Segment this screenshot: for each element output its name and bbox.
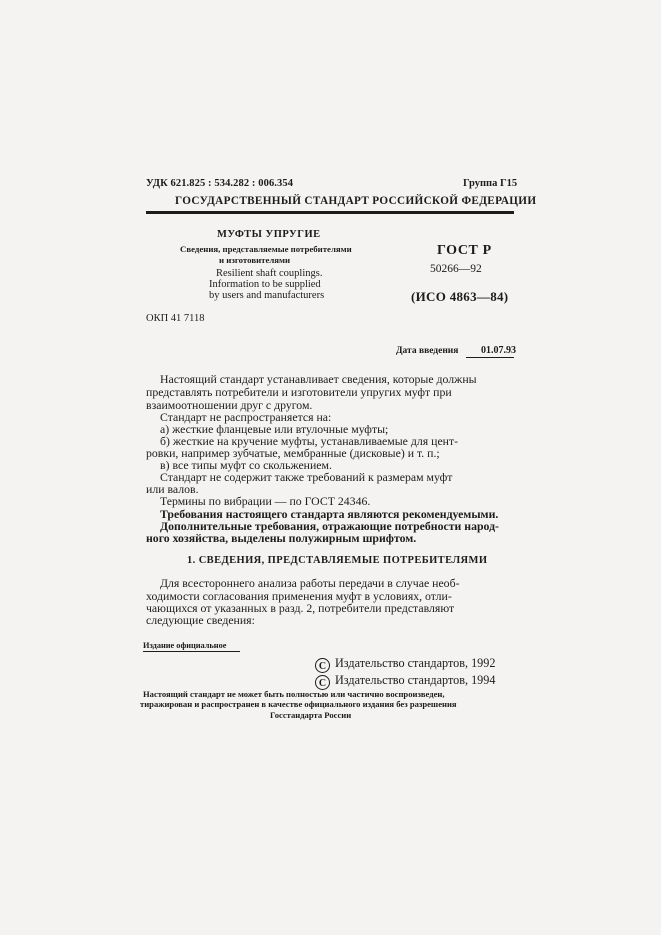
copyright-line bbox=[315, 673, 495, 690]
body-line-bold: ного хозяйства, выделены полужирным шрифтом. bbox=[146, 531, 417, 545]
document-title: МУФТЫ УПРУГИЕ bbox=[217, 229, 321, 240]
udk-code: УДК 621.825 : 534.282 : 006.354 bbox=[146, 178, 294, 189]
body-line: б) жесткие на кручение муфты, устанавливаемые для цент- bbox=[160, 434, 459, 448]
section-line: чающихся от указанных в разд. 2, потребители представляют bbox=[146, 601, 455, 615]
edition-label: Издание официальное bbox=[143, 641, 227, 650]
body-line: Термины по вибрации — по ГОСТ 24346. bbox=[160, 494, 371, 508]
english-title-line: Information to be supplied bbox=[209, 279, 321, 290]
body-line-bold: Требования настоящего стандарта являются рекомендуемыми. bbox=[160, 507, 499, 521]
section-heading: 1. СВЕДЕНИЯ, ПРЕДСТАВЛЯЕМЫЕ ПОТРЕБИТЕЛЯМИ bbox=[187, 555, 488, 566]
date-value: 01.07.93 bbox=[481, 345, 516, 356]
english-title-line: Resilient shaft couplings. bbox=[216, 268, 323, 279]
body-line: Стандарт не распространяется на: bbox=[160, 410, 332, 424]
okp-code: ОКП 41 7118 bbox=[146, 313, 205, 324]
date-label: Дата введения bbox=[396, 346, 459, 356]
body-line: Настоящий стандарт устанавливает сведения, которые должны bbox=[160, 372, 477, 386]
section-line: ходимости согласования применения муфт в условиях, отли- bbox=[146, 589, 452, 603]
body-line: Стандарт не содержит также требований к размерам муфт bbox=[160, 470, 453, 484]
section-line: Для всестороннего анализа работы передачи в случае необ- bbox=[160, 576, 460, 590]
group-code: Группа Г15 bbox=[463, 178, 518, 189]
english-title-line: by users and manufacturers bbox=[209, 290, 325, 301]
gost-number: 50266—92 bbox=[430, 263, 482, 275]
body-line: в) все типы муфт со скольжением. bbox=[160, 458, 332, 472]
body-line-bold: Дополнительные требования, отражающие потребности народ- bbox=[160, 519, 499, 533]
gost-label: ГОСТ Р bbox=[437, 243, 492, 258]
date-underline bbox=[466, 357, 514, 358]
copyright-line bbox=[315, 656, 495, 673]
copyright-text: Издательство стандартов, 1992 bbox=[335, 656, 496, 670]
iso-reference: (ИСО 4863—84) bbox=[411, 289, 509, 304]
notice-line: Госстандарта России bbox=[270, 710, 352, 720]
copyright-icon: С bbox=[315, 658, 330, 673]
notice-line: Настоящий стандарт не может быть полностью или частично воспроизведен, bbox=[143, 689, 445, 699]
edition-rule bbox=[143, 651, 240, 652]
body-line: представлять потребители и изготовители упругих муфт при bbox=[146, 385, 452, 399]
header-rule bbox=[146, 211, 514, 214]
standard-title: ГОСУДАРСТВЕННЫЙ СТАНДАРТ РОССИЙСКОЙ ФЕДЕРАЦИИ bbox=[175, 195, 537, 207]
section-line: следующие сведения: bbox=[146, 613, 255, 627]
subtitle-line: и изготовителями bbox=[219, 255, 291, 265]
notice-line: тиражирован и распространен в качестве официального издания без разрешения bbox=[140, 699, 457, 709]
body-line: а) жесткие фланцевые или втулочные муфты; bbox=[160, 422, 389, 436]
copyright-text: Издательство стандартов, 1994 bbox=[335, 673, 496, 687]
body-line: ровки, например зубчатые, мембранные (дисковые) и т. п.; bbox=[146, 446, 440, 460]
copyright-icon: С bbox=[315, 675, 330, 690]
subtitle-line: Сведения, представляемые потребителями bbox=[180, 244, 352, 254]
body-line: взаимоотношении друг с другом. bbox=[146, 398, 313, 412]
body-line: или валов. bbox=[146, 482, 199, 496]
